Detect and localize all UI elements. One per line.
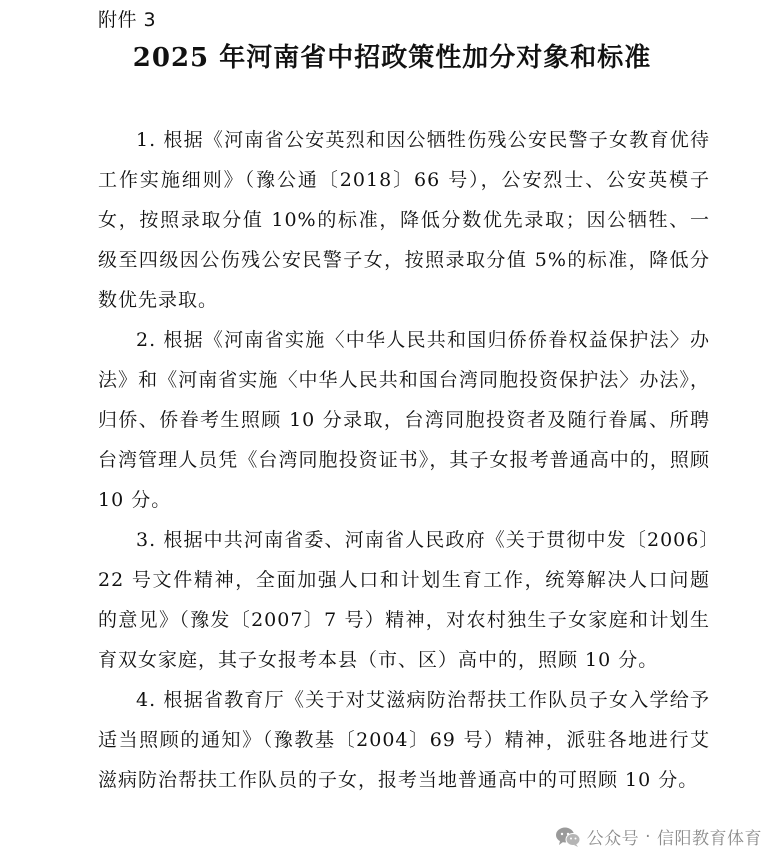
watermark-separator: · — [645, 826, 651, 847]
watermark-platform: 公众号 — [586, 829, 640, 849]
paragraph-2: 2. 根据《河南省实施〈中华人民共和国归侨侨眷权益保护法〉办法》和《河南省实施〈中华人民共和国台湾同胞投资保护法〉办法》，归侨、侨眷考生照顾 10 分录取，台湾同胞投资者及随行眷属、所聘台湾管理人员凭《台湾同胞投资证书》，其子女报考普通高中的，照顾 10 分。 — [98, 329, 710, 511]
paragraph-3: 3. 根据中共河南省委、河南省人民政府《关于贯彻中发〔2006〕22 号文件精神，全面加强人口和计划生育工作，统筹解决人口问题的意见》（豫发〔2007〕7 号）精神，对农村独生子女家庭和计划生育双女家庭，其子女报考本县（市、区）高中的，照顾 10 分。 — [98, 529, 710, 671]
attachment-label: 附件 3 — [98, 9, 157, 31]
wechat-watermark — [555, 824, 762, 849]
document-body — [98, 120, 710, 800]
wechat-icon — [555, 826, 581, 848]
paragraph-4: 4. 根据省教育厅《关于对艾滋病防治帮扶工作队员子女入学给予适当照顾的通知》（豫教基〔2004〕69 号）精神，派驻各地进行艾滋病防治帮扶工作队员的子女，报考当地普通高中的可照顾 10 分。 — [98, 689, 710, 791]
paragraph-1: 1. 根据《河南省公安英烈和因公牺牲伤残公安民警子女教育优待工作实施细则》（豫公通〔2018〕66 号），公安烈士、公安英模子女，按照录取分值 10%的标准，降低分数优先录取；因公牺牲、一级至四级因公伤残公安民警子女，按照录取分值 5%的标准，降低分数优先录取。 — [98, 129, 710, 311]
watermark-account: 信阳教育体育 — [657, 829, 762, 849]
document-title: 2025 年河南省中招政策性加分对象和标准 — [132, 43, 652, 73]
